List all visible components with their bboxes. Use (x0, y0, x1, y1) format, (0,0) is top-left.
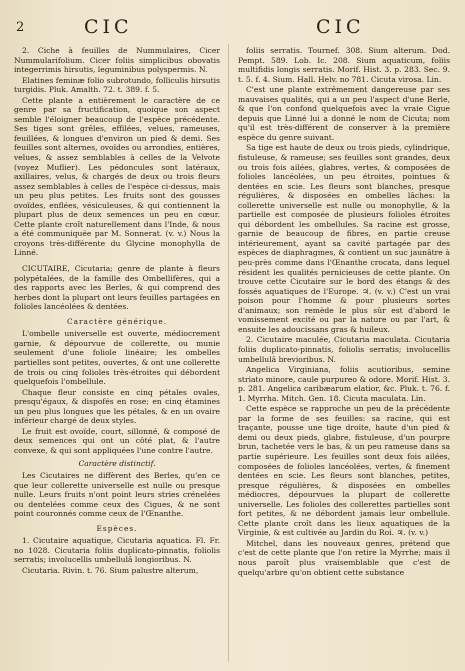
paragraph: foliis serratis. Tournef. 308. Sium alterum. Dod. Pempt. 589. Lob. Ic. 208. Sium aquaticum, foliis multifidis longis serratis. Morif. Hist. 3. p. 283. Sec. 9. t. 5. f. 4. Sium. Hall. Helv. no 781. Cicuta virosa. Lin. (238, 46, 450, 84)
paragraph: 2. Ciche à feuilles de Nummulaires, Cicer Nummularifolium. Cicer foliis simplicibus obovatis integerrimis hirsutis, leguminibus polyspermis. N. (14, 46, 220, 75)
right-column (238, 46, 450, 577)
section-heading: Espèces. (96, 523, 138, 533)
paragraph: Cette espèce se rapproche un peu de la précédente par la forme de ses feuilles: sa racine, qui est traçante, pousse une tige droite, haute d'un pied & demi ou deux pieds, glabre, fistuleuse, d'un pourpre brun, tachetée vers le bas, & un peu rameuse dans sa partie supérieure. Les feuilles sont deux fois ailées, composées de folioles lancéolées, vertes, & finement dentées en scie. Les fleurs sont blanches, petites, presque régulières, & disposées en ombelles médiocres, dépourvues la plupart de collerette universelle. Les folioles des collerettes partielles sont fort petites, & ne débordent jamais leur ombellule. Cette plante croît dans les lieux aquatiques de la Virginie, & est cultivée au Jardin du Roi. ♃. (v. v.) (238, 404, 450, 538)
paragraph: Les Cicutaires ne diffèrent des Berles, qu'en ce que leur collerette universelle est nulle ou presque nulle. Leurs fruits n'ont point leurs stries crénelées ou dentelées comme ceux des Cigues, & ne sont point couronnés comme ceux de l'Œnanthe. (14, 470, 220, 519)
paragraph: Angelica Virginiana, foliis acutioribus, semine striato minore, caule purpureo & odore. Morif. Hist. 3. p. 281. Angelica caribæarum elatior, &c. Pluk. t. 76. f. 1. Myrrha. Mitch. Gen. 18. Cicuta maculata. Lin. (238, 365, 450, 403)
paragraph: Chaque fleur consiste en cinq pétales ovales, presqu'égaux, & dispofés en rose; en cinq étamines un peu plus longues que les pétales, & en un ovaire inférieur chargé de deux styles. (14, 387, 220, 426)
page-header (16, 14, 455, 42)
paragraph: Cette plante a entièrement le caractère de ce genre par sa fructification, quoique son aspect semble l'éloigner beaucoup de l'espèce précédente. Ses tiges sont grêles, effilées, velues, rameuses, feuillées, & longues d'environ un pied & demi. Ses feuilles sont alternes, ovoïdes ou arrondies, entières, velues, & assez semblables à celles de la Velvote (voyez Muflier). Les pédoncules sont latéraux, axillaires, velus, & chargés de deux ou trois fleurs assez semblables à celles de l'espèce ci-dessus, mais un peu plus petites. Les fruits sont des gousses ovoïdes, enflées, vésiculeuses, & qui contiennent la plupart plus de deux semences un peu en cœur. Cette plante croît naturellement dans l'Inde, & nous a été communiquée par M. Sonnerat. (v. v.) Nous la croyons très-différente du Glycine monophylla de Linné. (14, 95, 220, 258)
left-column (14, 46, 220, 575)
paragraph: 1. Cicutaire aquatique, Cicutaria aquatica. Fl. Fr. no 1028. Cicutaria foliis duplicato-pinnatis, foliolis serratis; involucellis umbellulâ longioribus. N. (14, 536, 220, 565)
running-head-right: CIC (316, 16, 365, 38)
paragraph: CICUTAIRE, Cicutaria; genre de plante à fleurs polypétalées, de la famille des Ombellifères, qui a des rapports avec les Berles, & qui comprend des herbes dont la plupart ont leurs feuilles partagées en folioles lancéolées & dentées. (14, 264, 220, 312)
paragraph: Elatines feminæ folio subrotundo, folliculis hirsutis turgidis. Pluk. Amalth. 72. t. 389. f. 5. (14, 75, 220, 95)
paragraph: Mitchel, dans les nouveaux genres, prétend que c'est de cette plante que l'on retire la Myrrhe; mais il nous paroît plus vraisemblable que c'est de quelqu'arbre qu'on obtient cette substance (238, 538, 450, 577)
column-divider (228, 44, 229, 662)
running-head-left: CIC (84, 16, 133, 38)
paragraph: L'ombelle universelle est ouverte, médiocrement garnie, & dépourvue de collerette, ou munie seulement d'une foliole linéaire; les ombelles partielles sont petites, ouvertes, & ont une collerette de trois ou cinq folioles très-étroites qui débordent quelquefois l'ombellule. (14, 329, 220, 387)
section-heading: Caractère générique. (66, 316, 168, 326)
paragraph: Le fruit est ovoïde, court, sillonné, & composé de deux semences qui ont un côté plat, & l'autre convexe, & qui sont appliquées l'une contre l'autre. (14, 426, 220, 455)
section-heading: Caractère distinctif. (78, 459, 156, 469)
paragraph: C'est une plante extrêmement dangereuse par ses mauvaises qualités, qui a un peu l'aspect d'une Berle, & que l'on confond quelquefois avec la vraie Cigue depuis que Linné lui a donné le nom de Cicuta; nom qu'il est très-différent de conserver à la première espèce du genre suivant. (238, 85, 450, 142)
paragraph: 2. Cicutaire maculée, Cicutaria maculata. Cicutaria foliis duplicato-pinnatis, foliolis serratis; involucellis umbellulâ brevioribus. N. (238, 335, 450, 364)
paragraph: Sa tige est haute de deux ou trois pieds, cylindrique, fistuleuse, & rameuse; ses feuilles sont grandes, deux ou trois fois ailées, glabres, vertes, & composées de folioles lancéolées, un peu étroites, pointues & dentées en scie. Les fleurs sont blanches, presque régulières, & disposées en ombelles lâches: la collerette universelle est nulle ou monophylle, & la partielle est composée de plusieurs folioles étroites qui débordent les ombellules. Sa racine est grosse, garnie de beaucoup de fibres, en partie creuse intérieurement, ayant sa cavité partagée par des espèces de diaphragmes, & contient un suc jaunâtre à peu-près comme dans l'Œnanthe crocata, dans lequel résident les qualités pernicieuses de cette plante. On trouve cette Cicutaire sur le bord des étangs & des fossés aquatiques de l'Europe. ♃. (v. v.) C'est un vrai poison pour l'homme & pour plusieurs sortes d'animaux; son remède le plus sûr est d'abord le vomissement excité ou par la nature ou par l'art, & ensuite les adoucissans gras & huileux. (238, 143, 450, 334)
paragraph: Cicutaria. Rivin. t. 76. Sium palustre alterum, (22, 565, 199, 575)
page-number: 2 (16, 20, 25, 35)
